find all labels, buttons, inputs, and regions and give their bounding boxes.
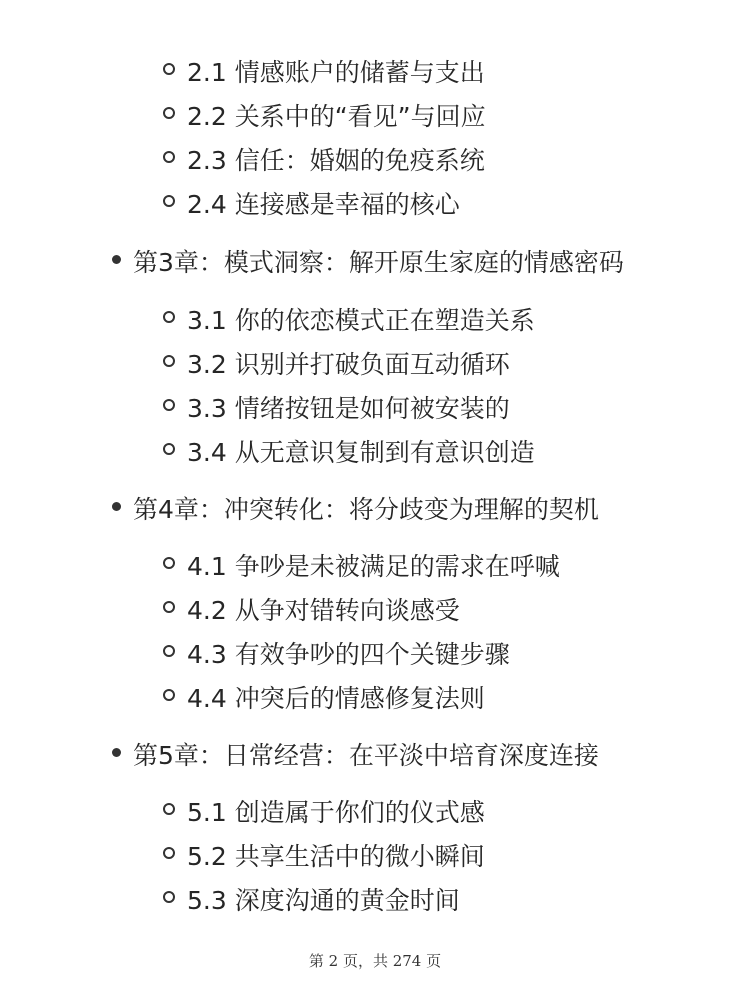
toc-section-2-4[interactable] [163, 190, 460, 217]
toc-section-4-3[interactable] [163, 640, 510, 667]
toc-section-label: 5.2 共享生活中的微小瞬间 [187, 841, 485, 871]
solid-bullet-icon [112, 255, 121, 264]
toc-section-3-1[interactable] [163, 306, 535, 333]
toc-chapter-3[interactable] [112, 248, 624, 275]
toc-section-4-4[interactable] [163, 684, 485, 711]
hollow-bullet-icon [163, 557, 175, 569]
toc-section-5-3[interactable] [163, 886, 460, 913]
toc-section-label: 5.1 创造属于你们的仪式感 [187, 797, 485, 827]
hollow-bullet-icon [163, 847, 175, 859]
hollow-bullet-icon [163, 689, 175, 701]
toc-section-label: 3.2 识别并打破负面互动循环 [187, 349, 510, 379]
hollow-bullet-icon [163, 311, 175, 323]
hollow-bullet-icon [163, 601, 175, 613]
toc-section-3-2[interactable] [163, 350, 510, 377]
hollow-bullet-icon [163, 151, 175, 163]
toc-section-label: 4.4 冲突后的情感修复法则 [187, 683, 485, 713]
toc-section-label: 2.4 连接感是幸福的核心 [187, 189, 460, 219]
toc-section-2-3[interactable] [163, 146, 485, 173]
toc-section-label: 3.1 你的依恋模式正在塑造关系 [187, 305, 535, 335]
hollow-bullet-icon [163, 107, 175, 119]
toc-section-label: 4.2 从争对错转向谈感受 [187, 595, 460, 625]
hollow-bullet-icon [163, 803, 175, 815]
toc-chapter-label: 第4章：冲突转化：将分歧变为理解的契机 [133, 494, 599, 524]
toc-section-5-1[interactable] [163, 798, 485, 825]
hollow-bullet-icon [163, 891, 175, 903]
hollow-bullet-icon [163, 443, 175, 455]
toc-chapter-label: 第5章：日常经营：在平淡中培育深度连接 [133, 740, 599, 770]
toc-section-label: 2.1 情感账户的储蓄与支出 [187, 57, 485, 87]
solid-bullet-icon [112, 748, 121, 757]
toc-section-label: 3.4 从无意识复制到有意识创造 [187, 437, 535, 467]
hollow-bullet-icon [163, 645, 175, 657]
hollow-bullet-icon [163, 63, 175, 75]
toc-chapter-5[interactable] [112, 741, 599, 768]
toc-section-3-4[interactable] [163, 438, 535, 465]
hollow-bullet-icon [163, 355, 175, 367]
toc-section-2-2[interactable] [163, 102, 486, 129]
toc-section-label: 2.2 关系中的“看见”与回应 [187, 101, 486, 131]
toc-section-label: 4.3 有效争吵的四个关键步骤 [187, 639, 510, 669]
toc-section-3-3[interactable] [163, 394, 510, 421]
toc-section-5-2[interactable] [163, 842, 485, 869]
toc-section-2-1[interactable] [163, 58, 485, 85]
toc-section-label: 3.3 情绪按钮是如何被安装的 [187, 393, 510, 423]
toc-section-label: 2.3 信任：婚姻的免疫系统 [187, 145, 485, 175]
toc-section-label: 4.1 争吵是未被满足的需求在呼喊 [187, 551, 560, 581]
toc-section-4-2[interactable] [163, 596, 460, 623]
toc-section-label: 5.3 深度沟通的黄金时间 [187, 885, 460, 915]
toc-chapter-label: 第3章：模式洞察：解开原生家庭的情感密码 [133, 247, 624, 277]
toc-section-4-1[interactable] [163, 552, 560, 579]
hollow-bullet-icon [163, 195, 175, 207]
hollow-bullet-icon [163, 399, 175, 411]
solid-bullet-icon [112, 502, 121, 511]
page-number-footer: 第 2 页，共 274 页 [308, 952, 442, 970]
toc-chapter-4[interactable] [112, 495, 599, 522]
